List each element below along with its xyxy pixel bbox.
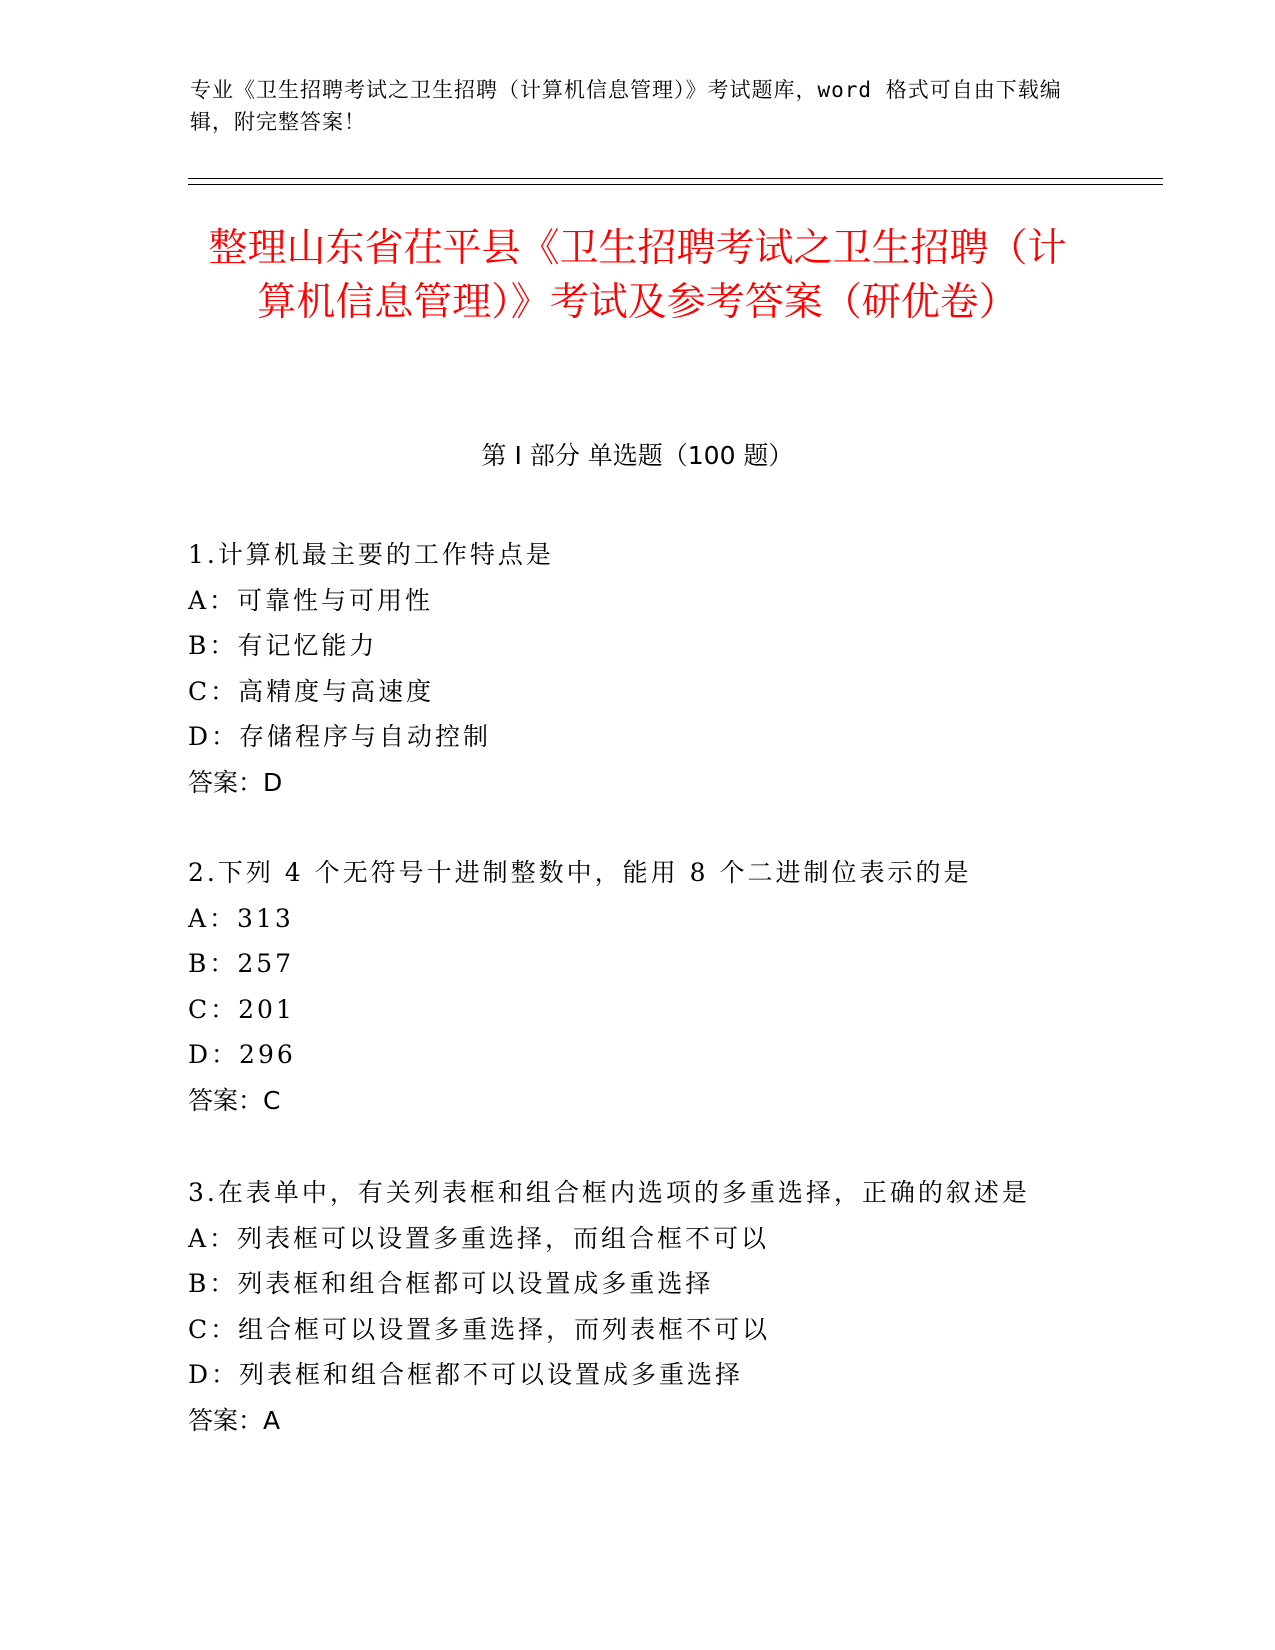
section-title: 第 I 部分 单选题（100 题）: [481, 441, 794, 470]
option-d: D：296: [188, 1040, 296, 1069]
header-rule-bottom: [188, 184, 1163, 185]
option-b: B：257: [188, 949, 295, 978]
question-2: [188, 850, 1138, 1123]
answer: 答案：C: [188, 1085, 281, 1115]
option-a: A：列表框可以设置多重选择，而组合框不可以: [188, 1223, 770, 1253]
header-note: 专业《卫生招聘考试之卫生招聘（计算机信息管理）》考试题库，word 格式可自由下载编辑，附完整答案！: [190, 78, 1062, 134]
question-3: [188, 1170, 1138, 1443]
answer: 答案：A: [188, 1405, 281, 1435]
option-d: D：列表框和组合框都不可以设置成多重选择: [188, 1360, 744, 1389]
option-c: C：组合框可以设置多重选择，而列表框不可以: [188, 1314, 771, 1344]
option-b: B：列表框和组合框都可以设置成多重选择: [188, 1269, 714, 1298]
option-c: C：201: [188, 994, 295, 1024]
question-1: [188, 532, 1138, 805]
header-rule-top: [188, 178, 1163, 179]
option-a: A：313: [188, 903, 294, 933]
option-d: D：存储程序与自动控制: [188, 722, 492, 751]
option-c: C：高精度与高速度: [188, 676, 435, 706]
document-title: 整理山东省茌平县《卫生招聘考试之卫生招聘（计算机信息管理）》考试及参考答案（研优卷）: [208, 226, 1067, 325]
question-stem: 3.在表单中，有关列表框和组合框内选项的多重选择，正确的叙述是: [188, 1178, 1030, 1207]
question-stem: 2.下列 4 个无符号十进制整数中，能用 8 个二进制位表示的是: [188, 858, 972, 887]
question-stem: 1.计算机最主要的工作特点是: [188, 540, 554, 569]
option-b: B：有记忆能力: [188, 631, 378, 660]
answer: 答案：D: [188, 767, 283, 797]
option-a: A：可靠性与可用性: [188, 585, 434, 615]
